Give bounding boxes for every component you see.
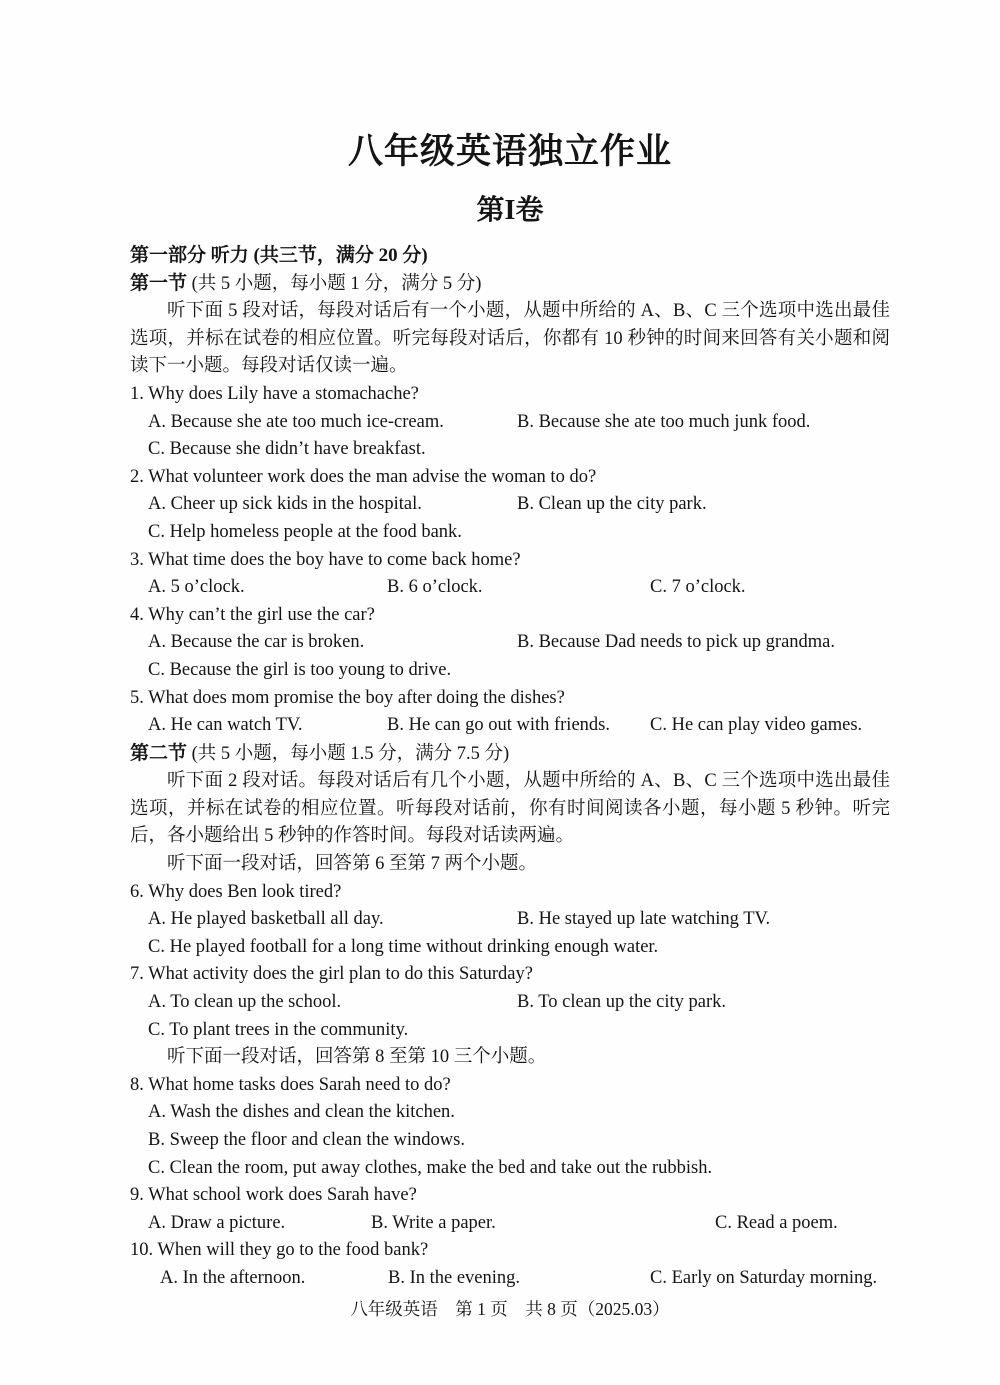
question-text: 7. What activity does the girl plan to do this Saturday? <box>130 964 533 985</box>
option-a: A. To clean up the school. <box>148 992 342 1013</box>
option-a: A. Because she ate too much ice-cream. <box>148 411 444 432</box>
section1-heading <box>130 270 890 299</box>
section2-instructions: 听下面 2 段对话。每段对话后有几个小题，从题中所给的 A、B、C 三个选项中选出最佳选项，并标在试卷的相应位置。听每段对话前，你有时间阅读各小题，每小题 5 秒钟。听完后，各小题给出 5 秒钟的作答时间。每段对话读两遍。 <box>130 771 890 847</box>
option-a: A. Draw a picture. <box>148 1212 286 1233</box>
question-text: 1. Why does Lily have a stomachache? <box>130 383 419 404</box>
option-c: C. Because the girl is too young to drive. <box>148 659 452 680</box>
option-b: B. He stayed up late watching TV. <box>517 909 771 930</box>
part1-heading: 第一部分 听力 (共三节，满分 20 分) <box>130 245 428 266</box>
option-a: A. Because the car is broken. <box>148 632 365 653</box>
question-1 <box>130 381 890 464</box>
option-b: B. Because she ate too much junk food. <box>517 411 811 432</box>
option-c: C. Help homeless people at the food bank. <box>148 521 462 542</box>
dialogue2-note: 听下面一段对话，回答第 8 至第 10 三个小题。 <box>167 1047 547 1068</box>
options-row <box>130 989 890 1017</box>
option-c: C. To plant trees in the community. <box>148 1019 409 1040</box>
option-a: A. Cheer up sick kids in the hospital. <box>148 494 422 515</box>
document-title: 八年级英语独立作业 <box>347 132 672 171</box>
option-b: B. Write a paper. <box>371 1212 496 1233</box>
section1-label-suffix: (共 5 小题，每小题 1 分，满分 5 分) <box>187 273 482 294</box>
option-a: A. Wash the dishes and clean the kitchen. <box>148 1102 455 1123</box>
options-row <box>130 1127 890 1155</box>
question-2 <box>130 464 890 547</box>
options-row <box>130 712 890 740</box>
question-7 <box>130 961 890 1044</box>
question-text: 4. Why can’t the girl use the car? <box>130 604 375 625</box>
options-row <box>130 409 890 437</box>
question-6 <box>130 879 890 962</box>
option-b: B. Sweep the floor and clean the windows. <box>148 1130 465 1150</box>
option-a: A. He played basketball all day. <box>148 909 384 930</box>
options-row <box>130 519 890 547</box>
options-row <box>130 1155 890 1183</box>
volume-heading: 第I卷 <box>476 195 544 226</box>
option-c: C. Read a poem. <box>715 1212 838 1233</box>
question-5 <box>130 685 890 740</box>
option-c: C. He can play video games. <box>650 715 863 736</box>
options-row <box>130 1210 890 1238</box>
options-row <box>130 906 890 934</box>
option-b: B. In the evening. <box>388 1267 521 1288</box>
option-b: B. 6 o’clock. <box>387 577 483 598</box>
option-c: C. Because she didn’t have breakfast. <box>148 439 426 460</box>
option-b: B. Because Dad needs to pick up grandma. <box>517 632 836 653</box>
section2-heading <box>130 740 890 769</box>
question-text: 3. What time does the boy have to come back home? <box>130 549 521 570</box>
option-a: A. He can watch TV. <box>148 715 303 736</box>
options-row <box>130 1099 890 1127</box>
options-row <box>130 1265 890 1293</box>
question-8 <box>130 1072 890 1182</box>
question-4 <box>130 602 890 685</box>
options-row <box>130 1017 890 1045</box>
options-row <box>130 657 890 685</box>
question-text: 10. When will they go to the food bank? <box>130 1240 429 1261</box>
option-b: B. Clean up the city park. <box>517 494 707 515</box>
question-text: 2. What volunteer work does the man advise the woman to do? <box>130 466 597 487</box>
dialogue1-note: 听下面一段对话，回答第 6 至第 7 两个小题。 <box>167 854 538 875</box>
options-row <box>130 491 890 519</box>
option-b: B. He can go out with friends. <box>387 715 610 736</box>
question-text: 8. What home tasks does Sarah need to do? <box>130 1074 451 1095</box>
section1-label: 第一节 <box>130 272 188 294</box>
question-text: 6. Why does Ben look tired? <box>130 881 342 902</box>
option-c: C. Early on Saturday morning. <box>650 1267 878 1288</box>
section2-label: 第二节 <box>130 742 188 764</box>
question-3 <box>130 547 890 602</box>
section2-label-suffix: (共 5 小题，每小题 1.5 分，满分 7.5 分) <box>187 743 510 764</box>
options-row <box>130 934 890 962</box>
options-row <box>130 574 890 602</box>
option-c: C. He played football for a long time without drinking enough water. <box>148 936 659 957</box>
options-row <box>130 629 890 657</box>
option-a: A. In the afternoon. <box>160 1267 306 1288</box>
question-10 <box>130 1237 890 1292</box>
page-content <box>130 242 890 1323</box>
question-9 <box>130 1182 890 1237</box>
question-text: 9. What school work does Sarah have? <box>130 1185 417 1206</box>
options-row <box>130 436 890 464</box>
question-text: 5. What does mom promise the boy after doing the dishes? <box>130 687 565 708</box>
page-footer: 八年级英语 第 1 页 共 8 页（2025.03） <box>350 1298 670 1319</box>
option-b: B. To clean up the city park. <box>517 992 727 1013</box>
option-c: C. Clean the room, put away clothes, make the bed and take out the rubbish. <box>148 1157 713 1178</box>
option-c: C. 7 o’clock. <box>650 577 746 598</box>
option-a: A. 5 o’clock. <box>148 577 245 598</box>
section1-instructions: 听下面 5 段对话，每段对话后有一个小题，从题中所给的 A、B、C 三个选项中选出最佳选项，并标在试卷的相应位置。听完每段对话后，你都有 10 秒钟的时间来回答有关小题和阅读下一小题。每段对话仅读一遍。 <box>130 301 890 377</box>
